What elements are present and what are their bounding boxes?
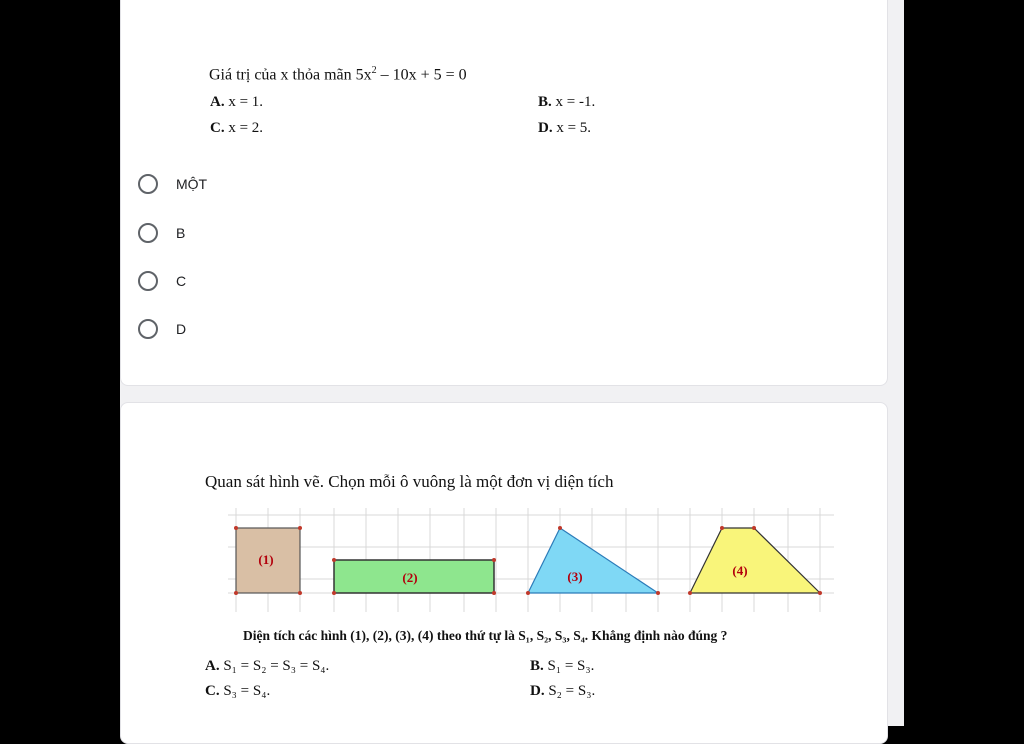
choice-label: B: [176, 225, 186, 241]
choice-label: C: [176, 273, 187, 289]
shape-4-trapezoid: [690, 528, 820, 593]
choice-b[interactable]: [138, 220, 185, 246]
q2-option-b: B. S₁ = S₃.: [530, 658, 595, 674]
question-card-1: [120, 0, 888, 386]
choice-mot[interactable]: [138, 171, 207, 197]
q1-option-d: D. x = 5.: [538, 120, 592, 136]
question-2-prompt: Quan sát hình vẽ. Chọn mỗi ô vuông là một đơn vị diện tích: [205, 472, 614, 491]
radio-button[interactable]: [138, 271, 158, 291]
shape-3-triangle: [528, 528, 658, 593]
label-3: (3): [567, 569, 583, 584]
q2-option-c: C. S₃ = S₄.: [205, 683, 271, 699]
radio-button[interactable]: [138, 174, 158, 194]
q1-option-a: A. x = 1.: [210, 94, 264, 110]
radio-button[interactable]: [138, 223, 158, 243]
label-4: (4): [732, 563, 748, 578]
label-2: (2): [402, 570, 418, 585]
figure-caption: Diện tích các hình (1), (2), (3), (4) theo thứ tự là S₁, S₂, S₃, S₄. Khẳng định nào đúng ?: [243, 628, 728, 643]
q1-option-c: C. x = 2.: [210, 120, 264, 136]
choice-d[interactable]: [138, 316, 186, 342]
label-1: (1): [258, 552, 274, 567]
area-figure: [228, 508, 838, 612]
choice-label: D: [176, 321, 187, 337]
q2-option-d: D. S₂ = S₃.: [530, 683, 596, 699]
radio-button[interactable]: [138, 319, 158, 339]
question-1-prompt: Giá trị của x thỏa mãn $5x^2 - 10x + 5 = 0$: [209, 65, 467, 84]
q1-option-b: B. x = -1.: [538, 94, 596, 110]
choice-label: MỘT: [176, 176, 208, 192]
q2-option-a: A. S₁ = S₂ = S₃ = S₄.: [205, 658, 330, 674]
choice-c[interactable]: [138, 268, 186, 294]
